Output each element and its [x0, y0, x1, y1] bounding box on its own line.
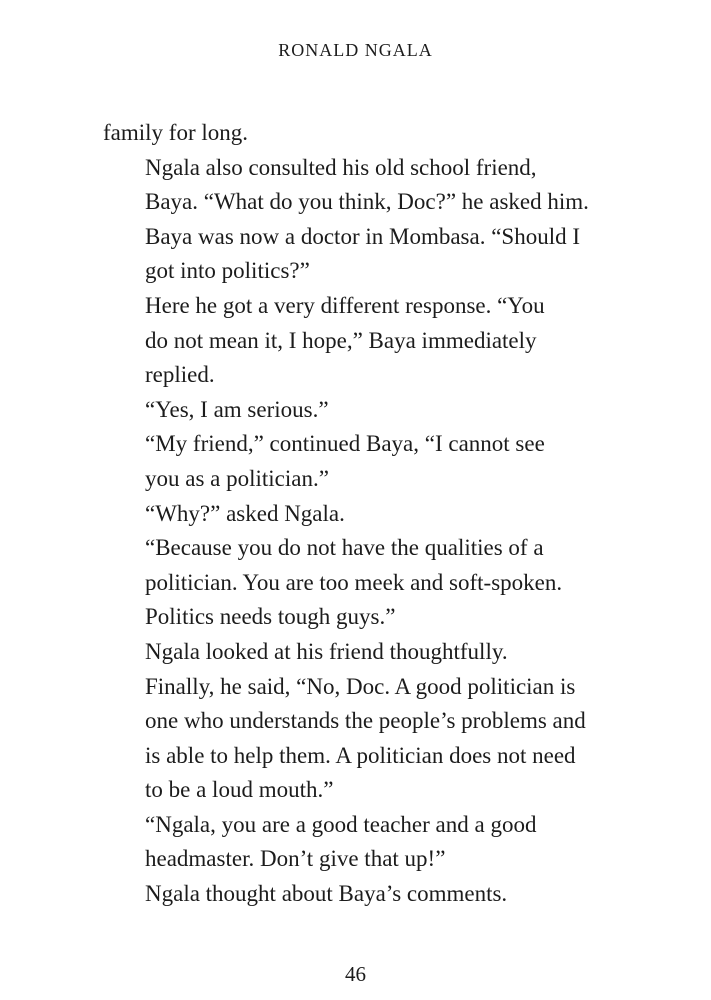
- text-line: Politics needs tough guys.”: [145, 604, 396, 630]
- text-line: to be a loud mouth.”: [145, 777, 334, 803]
- body-text: [103, 116, 623, 912]
- text-line: Ngala thought about Baya’s comments.: [145, 881, 508, 907]
- text-line: politician. You are too meek and soft-spoken.: [145, 569, 563, 595]
- text-line: Baya was now a doctor in Mombasa. “Should I: [145, 223, 581, 249]
- text-line: “Why?” asked Ngala.: [145, 500, 345, 526]
- paragraph: [103, 393, 623, 428]
- text-line: Ngala also consulted his old school friend,: [145, 154, 537, 180]
- paragraph: [103, 635, 623, 808]
- text-line: Here he got a very different response. “You: [145, 292, 545, 318]
- paragraph: [103, 116, 623, 151]
- paragraph: [103, 808, 623, 877]
- paragraph: [103, 497, 623, 532]
- text-line: one who understands the people’s problems and: [145, 708, 586, 734]
- text-line: is able to help them. A politician does not need: [145, 742, 576, 768]
- running-head: RONALD NGALA: [278, 40, 433, 60]
- text-line: Ngala looked at his friend thoughtfully.: [145, 638, 508, 664]
- paragraph: [103, 427, 623, 496]
- paragraph: [103, 289, 623, 393]
- text-line: replied.: [145, 362, 215, 388]
- text-line: headmaster. Don’t give that up!”: [145, 846, 446, 872]
- text-line: got into politics?”: [145, 258, 310, 284]
- text-line: you as a politician.”: [145, 465, 329, 491]
- paragraph: [103, 151, 623, 289]
- page-number: 46: [345, 962, 366, 986]
- text-line: Baya. “What do you think, Doc?” he asked him.: [145, 189, 589, 215]
- paragraph: [103, 877, 623, 912]
- text-line: “Ngala, you are a good teacher and a good: [145, 811, 537, 837]
- text-line: “My friend,” continued Baya, “I cannot see: [145, 431, 545, 457]
- text-line: “Yes, I am serious.”: [145, 396, 329, 422]
- text-line: family for long.: [103, 120, 248, 145]
- text-line: do not mean it, I hope,” Baya immediately: [145, 327, 537, 353]
- paragraph: [103, 531, 623, 635]
- text-line: “Because you do not have the qualities of a: [145, 535, 544, 561]
- text-line: Finally, he said, “No, Doc. A good politician is: [145, 673, 576, 699]
